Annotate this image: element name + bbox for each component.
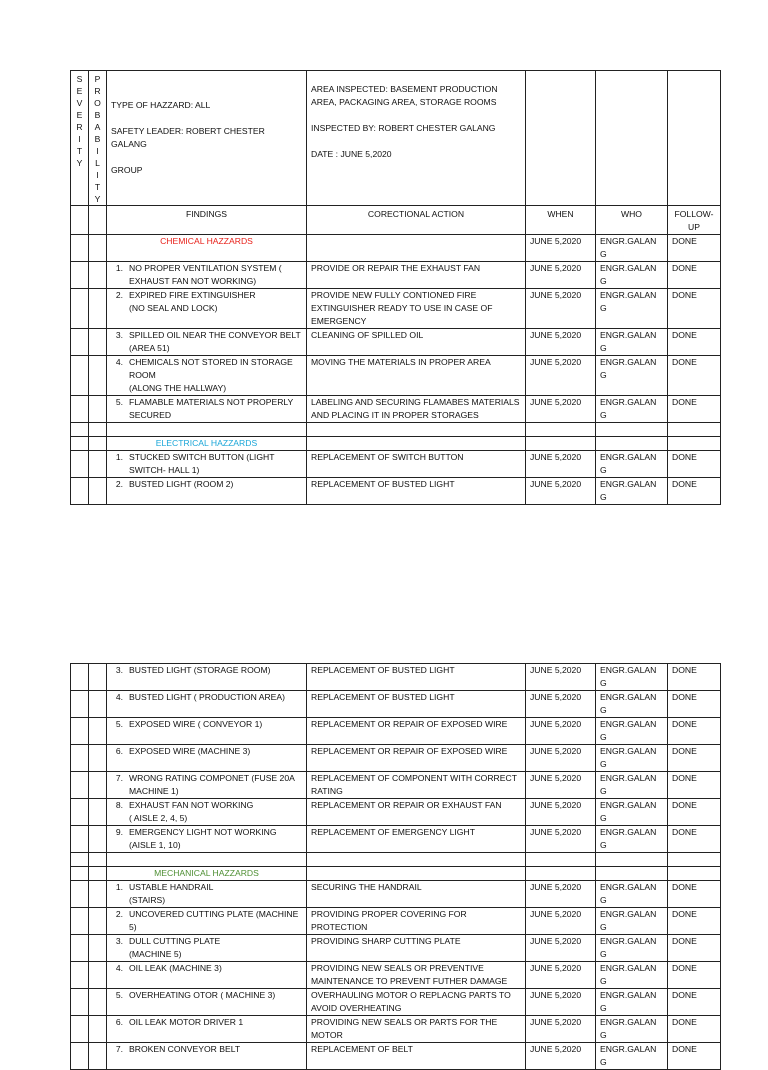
- blank-cell: [71, 437, 89, 451]
- finding-cell: [107, 478, 307, 505]
- action-cell: PROVIDING PROPER COVERING FOR PROTECTION: [307, 908, 526, 935]
- finding-number: 3.: [115, 665, 123, 675]
- followup-cell: DONE: [668, 989, 721, 1016]
- blank-cell: [668, 423, 721, 437]
- when-cell: JUNE 5,2020: [526, 718, 596, 745]
- table-row: [71, 329, 721, 356]
- when-cell: JUNE 5,2020: [526, 799, 596, 826]
- followup-cell: DONE: [668, 772, 721, 799]
- followup-cell: DONE: [668, 799, 721, 826]
- action-cell: REPLACEMENT OF COMPONENT WITH CORRECT RATING: [307, 772, 526, 799]
- who-cell: ENGR.GALANG: [596, 262, 668, 289]
- blank-cell: [668, 853, 721, 867]
- when-cell: JUNE 5,2020: [526, 356, 596, 396]
- action-cell: OVERHAULING MOTOR O REPLACNG PARTS TO AVOID OVERHEATING: [307, 989, 526, 1016]
- blank-cell: [71, 423, 89, 437]
- finding-text: WRONG RATING COMPONET (FUSE 20A MACHINE 1): [129, 773, 295, 796]
- blank-cell: [526, 423, 596, 437]
- followup-cell: DONE: [668, 1043, 721, 1070]
- finding-text: EXPIRED FIRE EXTINGUISHER (NO SEAL AND LOCK): [129, 290, 256, 313]
- hazard-inspection-table-page-2: [70, 663, 721, 1070]
- table-row: [71, 772, 721, 799]
- blank-cell: [89, 867, 107, 881]
- action-cell: REPLACEMENT OR REPAIR OF EXPOSED WIRE: [307, 745, 526, 772]
- severity-letter: E: [76, 86, 83, 96]
- probability-cell: [89, 718, 107, 745]
- blank-cell: [89, 437, 107, 451]
- finding-cell: [107, 908, 307, 935]
- probability-cell: [89, 935, 107, 962]
- finding-number: 5.: [115, 719, 123, 729]
- header-row: [71, 71, 721, 206]
- finding-cell: [107, 451, 307, 478]
- table-row: [71, 262, 721, 289]
- finding-text: EXPOSED WIRE ( CONVEYOR 1): [129, 719, 263, 729]
- action-cell: REPLACEMENT OF BUSTED LIGHT: [307, 664, 526, 691]
- when-cell: JUNE 5,2020: [526, 908, 596, 935]
- when-cell: JUNE 5,2020: [526, 691, 596, 718]
- blank-cell: [526, 71, 596, 206]
- severity-cell: [71, 881, 89, 908]
- action-cell: REPLACEMENT OF BELT: [307, 1043, 526, 1070]
- when-cell: JUNE 5,2020: [526, 989, 596, 1016]
- finding-cell: [107, 772, 307, 799]
- when-cell: JUNE 5,2020: [526, 451, 596, 478]
- who-cell: ENGR.GALANG: [596, 908, 668, 935]
- blank-cell: [71, 853, 89, 867]
- category-row-electrical: [71, 437, 721, 451]
- who-cell: ENGR.GALANG: [596, 1043, 668, 1070]
- table-row: [71, 396, 721, 423]
- action-cell: PROVIDING SHARP CUTTING PLATE: [307, 935, 526, 962]
- finding-text: EXPOSED WIRE (MACHINE 3): [129, 746, 251, 756]
- who-cell: ENGR.GALANG: [596, 826, 668, 853]
- finding-text: FLAMABLE MATERIALS NOT PROPERLY SECURED: [129, 397, 294, 420]
- followup-cell: DONE: [668, 1016, 721, 1043]
- table-row: [71, 745, 721, 772]
- empty-row: [71, 853, 721, 867]
- who-cell: ENGR.GALANG: [596, 235, 668, 262]
- action-cell: CLEANING OF SPILLED OIL: [307, 329, 526, 356]
- table-row: [71, 935, 721, 962]
- severity-letter: E: [76, 110, 83, 120]
- finding-cell: [107, 356, 307, 396]
- severity-cell: [71, 478, 89, 505]
- blank-cell: [668, 71, 721, 206]
- severity-cell: [71, 908, 89, 935]
- finding-number: 4.: [115, 692, 123, 702]
- table-row: [71, 881, 721, 908]
- when-cell: JUNE 5,2020: [526, 664, 596, 691]
- blank-cell: [596, 423, 668, 437]
- followup-cell: DONE: [668, 691, 721, 718]
- category-row-chemical: [71, 235, 721, 262]
- finding-cell: [107, 691, 307, 718]
- finding-text: BUSTED LIGHT ( PRODUCTION AREA): [129, 692, 285, 702]
- action-cell: REPLACEMENT OF EMERGENCY LIGHT: [307, 826, 526, 853]
- probability-cell: [89, 691, 107, 718]
- action-cell: REPLACEMENT OR REPAIR OR EXHAUST FAN: [307, 799, 526, 826]
- table-row: [71, 1043, 721, 1070]
- who-column-header: WHO: [596, 206, 668, 235]
- table-row: [71, 908, 721, 935]
- who-cell: ENGR.GALANG: [596, 745, 668, 772]
- severity-letter: Y: [76, 158, 83, 168]
- action-cell: LABELING AND SECURING FLAMABES MATERIALS AND PLACING IT IN PROPER STORAGES: [307, 396, 526, 423]
- severity-cell: [71, 356, 89, 396]
- action-cell: REPLACEMENT OF BUSTED LIGHT: [307, 691, 526, 718]
- finding-cell: [107, 1043, 307, 1070]
- finding-text: OVERHEATING OTOR ( MACHINE 3): [129, 990, 276, 1000]
- when-cell: JUNE 5,2020: [526, 935, 596, 962]
- who-cell: ENGR.GALANG: [596, 718, 668, 745]
- blank-cell: [307, 423, 526, 437]
- probability-letter: P: [94, 74, 101, 84]
- finding-text: UNCOVERED CUTTING PLATE (MACHINE 5): [129, 909, 299, 932]
- finding-text: DULL CUTTING PLATE (MACHINE 5): [129, 936, 221, 959]
- finding-number: 7.: [115, 773, 123, 783]
- probability-cell: [89, 262, 107, 289]
- probability-cell: [89, 989, 107, 1016]
- group-label: GROUP: [111, 165, 143, 175]
- action-cell: REPLACEMENT OF BUSTED LIGHT: [307, 478, 526, 505]
- severity-cell: [71, 1016, 89, 1043]
- followup-cell: DONE: [668, 881, 721, 908]
- blank-cell: [526, 853, 596, 867]
- probability-cell: [89, 908, 107, 935]
- who-cell: ENGR.GALANG: [596, 881, 668, 908]
- blank-cell: [307, 437, 526, 451]
- who-cell: ENGR.GALANG: [596, 664, 668, 691]
- blank-cell: [107, 853, 307, 867]
- when-cell: JUNE 5,2020: [526, 478, 596, 505]
- severity-cell: [71, 772, 89, 799]
- category-row-mechanical-title: MECHANICAL HAZZARDS: [107, 867, 307, 881]
- probability-cell: [89, 329, 107, 356]
- followup-cell: DONE: [668, 451, 721, 478]
- table-row: [71, 451, 721, 478]
- when-cell: JUNE 5,2020: [526, 745, 596, 772]
- type-of-hazard: TYPE OF HAZZARD: ALL: [111, 100, 211, 110]
- probability-letter: I: [96, 146, 99, 156]
- probability-cell: [89, 478, 107, 505]
- action-cell: SECURING THE HANDRAIL: [307, 881, 526, 908]
- finding-text: STUCKED SWITCH BUTTON (LIGHT SWITCH- HALL 1): [129, 452, 275, 475]
- probability-cell: [89, 1043, 107, 1070]
- table-row: [71, 799, 721, 826]
- finding-number: 1.: [115, 452, 123, 462]
- finding-number: 6.: [115, 746, 123, 756]
- probability-letter: B: [94, 134, 101, 144]
- finding-number: 1.: [115, 263, 123, 273]
- finding-number: 4.: [115, 357, 123, 367]
- probability-cell: [89, 826, 107, 853]
- blank-cell: [526, 867, 596, 881]
- followup-cell: DONE: [668, 908, 721, 935]
- probability-cell: [89, 1016, 107, 1043]
- action-cell: PROVIDE OR REPAIR THE EXHAUST FAN: [307, 262, 526, 289]
- finding-number: 3.: [115, 330, 123, 340]
- blank-cell: [526, 437, 596, 451]
- action-cell: PROVIDING NEW SEALS OR PARTS FOR THE MOTOR: [307, 1016, 526, 1043]
- finding-cell: [107, 745, 307, 772]
- finding-number: 2.: [115, 909, 123, 919]
- followup-cell: DONE: [668, 826, 721, 853]
- finding-number: 2.: [115, 479, 123, 489]
- when-cell: JUNE 5,2020: [526, 772, 596, 799]
- action-cell: REPLACEMENT OR REPAIR OF EXPOSED WIRE: [307, 718, 526, 745]
- finding-text: EXHAUST FAN NOT WORKING ( AISLE 2, 4, 5): [129, 800, 254, 823]
- severity-cell: [71, 262, 89, 289]
- table-row: [71, 989, 721, 1016]
- probability-letter: O: [94, 98, 101, 108]
- action-cell: PROVIDING NEW SEALS OR PREVENTIVE MAINTENANCE TO PREVENT FUTHER DAMAGE: [307, 962, 526, 989]
- hazard-info-cell: [107, 71, 307, 206]
- probability-cell: [89, 799, 107, 826]
- chemical-hazards-title: CHEMICAL HAZZARDS: [107, 235, 307, 262]
- probability-letter: A: [94, 122, 101, 132]
- empty-row: [71, 423, 721, 437]
- finding-cell: [107, 989, 307, 1016]
- probability-cell: [89, 451, 107, 478]
- blank-cell: [71, 235, 89, 262]
- who-cell: ENGR.GALANG: [596, 289, 668, 329]
- table-row: [71, 289, 721, 329]
- blank-cell: [307, 853, 526, 867]
- probability-letter: L: [95, 158, 100, 168]
- severity-cell: [71, 691, 89, 718]
- probability-cell: [89, 664, 107, 691]
- finding-cell: [107, 1016, 307, 1043]
- severity-letter: V: [76, 98, 83, 108]
- followup-cell: DONE: [668, 396, 721, 423]
- followup-cell: DONE: [668, 289, 721, 329]
- finding-text: SPILLED OIL NEAR THE CONVEYOR BELT (AREA 51): [129, 330, 301, 353]
- table-row: [71, 356, 721, 396]
- blank-cell: [89, 853, 107, 867]
- probability-cell: [89, 772, 107, 799]
- blank-cell: [89, 423, 107, 437]
- hazard-inspection-table-page-1: [70, 70, 721, 505]
- when-column-header: WHEN: [526, 206, 596, 235]
- when-cell: JUNE 5,2020: [526, 235, 596, 262]
- finding-cell: [107, 289, 307, 329]
- finding-text: BROKEN CONVEYOR BELT: [129, 1044, 241, 1054]
- who-cell: ENGR.GALANG: [596, 962, 668, 989]
- blank-cell: [89, 206, 107, 235]
- table-row: [71, 962, 721, 989]
- severity-cell: [71, 451, 89, 478]
- finding-text: BUSTED LIGHT (ROOM 2): [129, 479, 234, 489]
- probability-cell: [89, 881, 107, 908]
- table-row: [71, 691, 721, 718]
- action-column-header: CORECTIONAL ACTION: [307, 206, 526, 235]
- category-row-mechanical: [71, 867, 721, 881]
- finding-text: CHEMICALS NOT STORED IN STORAGE ROOM (ALONG THE HALLWAY): [129, 357, 293, 393]
- who-cell: ENGR.GALANG: [596, 478, 668, 505]
- who-cell: ENGR.GALANG: [596, 451, 668, 478]
- finding-text: OIL LEAK (MACHINE 3): [129, 963, 222, 973]
- finding-number: 7.: [115, 1044, 123, 1054]
- finding-cell: [107, 935, 307, 962]
- finding-cell: [107, 881, 307, 908]
- followup-cell: DONE: [668, 235, 721, 262]
- probability-cell: [89, 356, 107, 396]
- blank-cell: [668, 437, 721, 451]
- table-row: [71, 664, 721, 691]
- severity-cell: [71, 396, 89, 423]
- finding-number: 1.: [115, 882, 123, 892]
- probability-cell: [89, 289, 107, 329]
- who-cell: ENGR.GALANG: [596, 772, 668, 799]
- severity-cell: [71, 935, 89, 962]
- followup-cell: DONE: [668, 478, 721, 505]
- probability-cell: [89, 962, 107, 989]
- finding-number: 2.: [115, 290, 123, 300]
- finding-cell: [107, 718, 307, 745]
- blank-cell: [307, 867, 526, 881]
- who-cell: ENGR.GALANG: [596, 396, 668, 423]
- followup-cell: DONE: [668, 935, 721, 962]
- action-cell: REPLACEMENT OF SWITCH BUTTON: [307, 451, 526, 478]
- severity-cell: [71, 826, 89, 853]
- finding-cell: [107, 396, 307, 423]
- who-cell: ENGR.GALANG: [596, 356, 668, 396]
- blank-cell: [71, 867, 89, 881]
- finding-number: 5.: [115, 990, 123, 1000]
- when-cell: JUNE 5,2020: [526, 826, 596, 853]
- finding-text: NO PROPER VENTILATION SYSTEM ( EXHAUST FAN NOT WORKING): [129, 263, 282, 286]
- finding-number: 9.: [115, 827, 123, 837]
- probability-cell: [89, 396, 107, 423]
- followup-cell: DONE: [668, 718, 721, 745]
- who-cell: ENGR.GALANG: [596, 1016, 668, 1043]
- when-cell: JUNE 5,2020: [526, 1043, 596, 1070]
- when-cell: JUNE 5,2020: [526, 289, 596, 329]
- probability-letter: R: [94, 86, 101, 96]
- severity-cell: [71, 989, 89, 1016]
- finding-cell: [107, 262, 307, 289]
- finding-cell: [107, 826, 307, 853]
- blank-cell: [307, 235, 526, 262]
- blank-cell: [668, 867, 721, 881]
- finding-text: EMERGENCY LIGHT NOT WORKING (AISLE 1, 10): [129, 827, 277, 850]
- severity-cell: [71, 664, 89, 691]
- severity-cell: [71, 289, 89, 329]
- finding-text: BUSTED LIGHT (STORAGE ROOM): [129, 665, 271, 675]
- severity-letter: S: [76, 74, 83, 84]
- when-cell: JUNE 5,2020: [526, 962, 596, 989]
- finding-number: 8.: [115, 800, 123, 810]
- finding-number: 4.: [115, 963, 123, 973]
- severity-cell: [71, 799, 89, 826]
- action-cell: MOVING THE MATERIALS IN PROPER AREA: [307, 356, 526, 396]
- finding-cell: [107, 799, 307, 826]
- inspection-info-cell: [307, 71, 526, 206]
- severity-cell: [71, 962, 89, 989]
- who-cell: ENGR.GALANG: [596, 989, 668, 1016]
- when-cell: JUNE 5,2020: [526, 396, 596, 423]
- followup-cell: DONE: [668, 745, 721, 772]
- probability-letter: I: [96, 170, 99, 180]
- table-row: [71, 478, 721, 505]
- who-cell: ENGR.GALANG: [596, 329, 668, 356]
- probability-header: [89, 71, 107, 206]
- inspected-by: INSPECTED BY: ROBERT CHESTER GALANG: [311, 123, 496, 133]
- followup-cell: DONE: [668, 329, 721, 356]
- severity-letter: R: [76, 122, 83, 132]
- finding-number: 6.: [115, 1017, 123, 1027]
- action-cell: PROVIDE NEW FULLY CONTIONED FIRE EXTINGUISHER READY TO USE IN CASE OF EMERGENCY: [307, 289, 526, 329]
- finding-cell: [107, 664, 307, 691]
- followup-cell: DONE: [668, 262, 721, 289]
- when-cell: JUNE 5,2020: [526, 262, 596, 289]
- probability-cell: [89, 745, 107, 772]
- severity-cell: [71, 1043, 89, 1070]
- severity-cell: [71, 718, 89, 745]
- blank-cell: [596, 71, 668, 206]
- finding-cell: [107, 962, 307, 989]
- area-inspected: AREA INSPECTED: BASEMENT PRODUCTION AREA, PACKAGING AREA, STORAGE ROOMS: [311, 84, 498, 107]
- severity-cell: [71, 745, 89, 772]
- safety-leader: SAFETY LEADER: ROBERT CHESTER GALANG: [111, 126, 265, 149]
- who-cell: ENGR.GALANG: [596, 691, 668, 718]
- finding-number: 5.: [115, 397, 123, 407]
- blank-cell: [596, 853, 668, 867]
- followup-cell: DONE: [668, 356, 721, 396]
- severity-cell: [71, 329, 89, 356]
- finding-text: USTABLE HANDRAIL (STAIRS): [129, 882, 214, 905]
- blank-cell: [596, 867, 668, 881]
- column-header-row: [71, 206, 721, 235]
- category-row-electrical-title: ELECTRICAL HAZZARDS: [107, 437, 307, 451]
- probability-letter: B: [94, 110, 101, 120]
- findings-column-header: FINDINGS: [107, 206, 307, 235]
- blank-cell: [596, 437, 668, 451]
- when-cell: JUNE 5,2020: [526, 881, 596, 908]
- probability-letter: Y: [94, 194, 101, 204]
- severity-letter: T: [76, 146, 83, 156]
- severity-letter: I: [78, 134, 81, 144]
- followup-cell: DONE: [668, 962, 721, 989]
- followup-cell: DONE: [668, 664, 721, 691]
- blank-cell: [107, 423, 307, 437]
- blank-cell: [89, 235, 107, 262]
- table-row: [71, 826, 721, 853]
- table-row: [71, 718, 721, 745]
- severity-header: [71, 71, 89, 206]
- table-row: [71, 1016, 721, 1043]
- probability-letter: T: [94, 182, 101, 192]
- followup-column-header: FOLLOW-UP: [668, 206, 721, 235]
- who-cell: ENGR.GALANG: [596, 799, 668, 826]
- inspection-date: DATE : JUNE 5,2020: [311, 149, 392, 159]
- blank-cell: [71, 206, 89, 235]
- finding-cell: [107, 329, 307, 356]
- finding-number: 3.: [115, 936, 123, 946]
- who-cell: ENGR.GALANG: [596, 935, 668, 962]
- when-cell: JUNE 5,2020: [526, 329, 596, 356]
- when-cell: JUNE 5,2020: [526, 1016, 596, 1043]
- finding-text: OIL LEAK MOTOR DRIVER 1: [129, 1017, 244, 1027]
